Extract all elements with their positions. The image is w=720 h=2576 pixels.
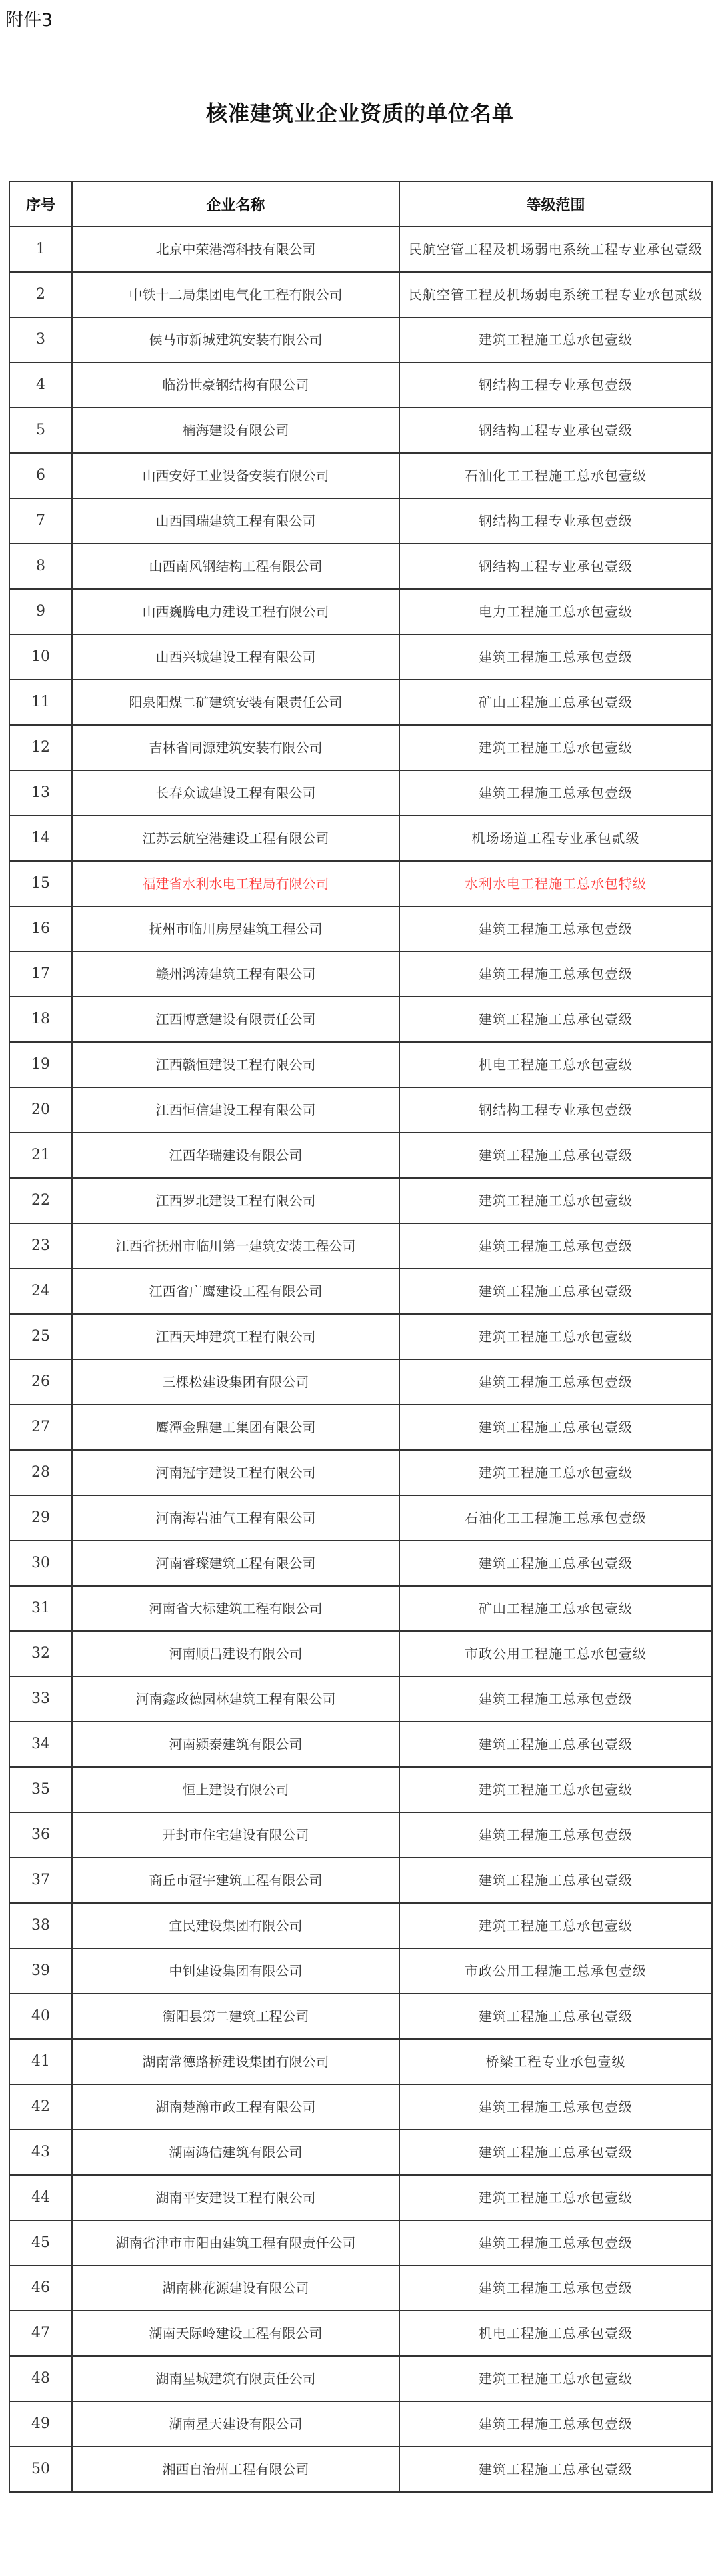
company-name: 湖南鸿信建筑有限公司 [72,2130,399,2175]
row-number: 16 [9,906,72,952]
qualification-scope: 机电工程施工总承包壹级 [399,2311,712,2356]
row-number: 10 [9,634,72,680]
company-name: 湖南平安建设工程有限公司 [72,2175,399,2220]
qualification-scope: 建筑工程施工总承包壹级 [399,2356,712,2401]
table-row [9,1223,712,1269]
table-row [9,2175,712,2220]
table-row [9,1812,712,1858]
row-number: 30 [9,1541,72,1586]
table-row [9,2130,712,2175]
row-number: 37 [9,1858,72,1903]
company-name: 江西省广鹰建设工程有限公司 [72,1269,399,1314]
row-number: 24 [9,1269,72,1314]
row-number: 35 [9,1767,72,1812]
qualification-scope: 民航空管工程及机场弱电系统工程专业承包贰级 [399,272,712,317]
company-name: 河南鑫政德园林建筑工程有限公司 [72,1676,399,1722]
qualification-scope: 机电工程施工总承包壹级 [399,1042,712,1087]
company-name: 抚州市临川房屋建筑工程公司 [72,906,399,952]
company-name: 福建省水利水电工程局有限公司 [72,861,399,906]
qualification-scope: 建筑工程施工总承包壹级 [399,2084,712,2130]
company-name: 湖南楚瀚市政工程有限公司 [72,2084,399,2130]
company-name: 江西罗北建设工程有限公司 [72,1178,399,1223]
qualification-scope: 建筑工程施工总承包壹级 [399,2447,712,2492]
table-row [9,1495,712,1541]
row-number: 8 [9,544,72,589]
table-row [9,1405,712,1450]
company-name: 河南省大标建筑工程有限公司 [72,1586,399,1631]
qualification-scope: 建筑工程施工总承包壹级 [399,997,712,1042]
qualification-scope: 建筑工程施工总承包壹级 [399,725,712,770]
table-row [9,544,712,589]
company-name: 山西国瑞建筑工程有限公司 [72,498,399,544]
company-name: 山西南风钢结构工程有限公司 [72,544,399,589]
qualification-scope: 建筑工程施工总承包壹级 [399,1676,712,1722]
qualification-scope: 市政公用工程施工总承包壹级 [399,1631,712,1676]
table-row [9,1314,712,1359]
row-number: 1 [9,227,72,272]
company-name: 山西巍腾电力建设工程有限公司 [72,589,399,634]
table-row [9,1586,712,1631]
qualification-scope: 建筑工程施工总承包壹级 [399,317,712,362]
attachment-label: 附件3 [5,10,53,31]
qualification-scope: 建筑工程施工总承包壹级 [399,1858,712,1903]
table-row [9,1676,712,1722]
row-number: 49 [9,2401,72,2447]
row-number: 45 [9,2220,72,2265]
qualification-scope: 建筑工程施工总承包壹级 [399,1223,712,1269]
company-name: 侯马市新城建筑安装有限公司 [72,317,399,362]
company-table [9,181,713,2493]
company-name: 河南颍泰建筑有限公司 [72,1722,399,1767]
qualification-scope: 建筑工程施工总承包壹级 [399,634,712,680]
row-number: 9 [9,589,72,634]
qualification-scope: 建筑工程施工总承包壹级 [399,1314,712,1359]
qualification-scope: 建筑工程施工总承包壹级 [399,1767,712,1812]
table-row [9,1722,712,1767]
company-name: 河南顺昌建设有限公司 [72,1631,399,1676]
row-number: 38 [9,1903,72,1948]
table-row [9,816,712,861]
table-row [9,362,712,408]
header-qualification-scope: 等级范围 [399,181,712,227]
header-no: 序号 [9,181,72,227]
header-company-name: 企业名称 [72,181,399,227]
row-number: 6 [9,453,72,498]
row-number: 44 [9,2175,72,2220]
company-name: 山西安好工业设备安装有限公司 [72,453,399,498]
company-name: 山西兴城建设工程有限公司 [72,634,399,680]
company-name: 中钊建设集团有限公司 [72,1948,399,1994]
table-row [9,1994,712,2039]
row-number: 31 [9,1586,72,1631]
company-name: 宜民建设集团有限公司 [72,1903,399,1948]
table-row [9,2220,712,2265]
qualification-scope: 矿山工程施工总承包壹级 [399,1586,712,1631]
row-number: 14 [9,816,72,861]
row-number: 23 [9,1223,72,1269]
row-number: 29 [9,1495,72,1541]
row-number: 26 [9,1359,72,1405]
company-name: 江苏云航空港建设工程有限公司 [72,816,399,861]
table-row [9,725,712,770]
company-name: 湘西自治州工程有限公司 [72,2447,399,2492]
table-header-row [9,181,712,227]
table-row [9,227,712,272]
company-name: 三棵松建设集团有限公司 [72,1359,399,1405]
qualification-scope: 矿山工程施工总承包壹级 [399,680,712,725]
table-row [9,634,712,680]
row-number: 25 [9,1314,72,1359]
qualification-scope: 钢结构工程专业承包壹级 [399,1087,712,1133]
company-name: 湖南桃花源建设有限公司 [72,2265,399,2311]
company-name: 江西华瑞建设有限公司 [72,1133,399,1178]
company-name: 商丘市冠宇建筑工程有限公司 [72,1858,399,1903]
row-number: 48 [9,2356,72,2401]
table-row [9,1269,712,1314]
qualification-scope: 建筑工程施工总承包壹级 [399,1903,712,1948]
row-number: 43 [9,2130,72,2175]
table-row [9,2447,712,2492]
qualification-scope: 石油化工工程施工总承包壹级 [399,453,712,498]
table-row [9,906,712,952]
table-row [9,1087,712,1133]
qualification-scope: 电力工程施工总承包壹级 [399,589,712,634]
table-row [9,2311,712,2356]
row-number: 34 [9,1722,72,1767]
table-row [9,2265,712,2311]
table-row [9,952,712,997]
qualification-scope: 建筑工程施工总承包壹级 [399,2175,712,2220]
table-row [9,272,712,317]
row-number: 12 [9,725,72,770]
qualification-scope: 水利水电工程施工总承包特级 [399,861,712,906]
table-row [9,1450,712,1495]
company-name: 江西博意建设有限责任公司 [72,997,399,1042]
qualification-scope: 建筑工程施工总承包壹级 [399,906,712,952]
company-name: 湖南星城建筑有限责任公司 [72,2356,399,2401]
company-name: 湖南天际岭建设工程有限公司 [72,2311,399,2356]
table-row [9,1178,712,1223]
company-name: 楠海建设有限公司 [72,408,399,453]
company-name: 湖南省津市市阳由建筑工程有限责任公司 [72,2220,399,2265]
table-row [9,1631,712,1676]
row-number: 17 [9,952,72,997]
row-number: 32 [9,1631,72,1676]
row-number: 50 [9,2447,72,2492]
row-number: 7 [9,498,72,544]
table-row [9,1903,712,1948]
table-row [9,453,712,498]
qualification-scope: 建筑工程施工总承包壹级 [399,952,712,997]
company-name: 河南冠宇建设工程有限公司 [72,1450,399,1495]
company-name: 临汾世豪钢结构有限公司 [72,362,399,408]
qualification-scope: 钢结构工程专业承包壹级 [399,498,712,544]
row-number: 33 [9,1676,72,1722]
table-row [9,680,712,725]
qualification-scope: 钢结构工程专业承包壹级 [399,408,712,453]
company-name: 赣州鸿涛建筑工程有限公司 [72,952,399,997]
company-name: 中铁十二局集团电气化工程有限公司 [72,272,399,317]
company-name: 北京中荣港湾科技有限公司 [72,227,399,272]
row-number: 40 [9,1994,72,2039]
qualification-scope: 建筑工程施工总承包壹级 [399,1722,712,1767]
company-name: 衡阳县第二建筑工程公司 [72,1994,399,2039]
table-row [9,1359,712,1405]
qualification-scope: 建筑工程施工总承包壹级 [399,1269,712,1314]
table-row [9,770,712,816]
company-name: 江西赣恒建设工程有限公司 [72,1042,399,1087]
table-row [9,1541,712,1586]
row-number: 46 [9,2265,72,2311]
company-name: 鹰潭金鼎建工集团有限公司 [72,1405,399,1450]
row-number: 28 [9,1450,72,1495]
row-number: 19 [9,1042,72,1087]
company-name: 吉林省同源建筑安装有限公司 [72,725,399,770]
qualification-scope: 建筑工程施工总承包壹级 [399,1359,712,1405]
qualification-scope: 建筑工程施工总承包壹级 [399,1812,712,1858]
table-row [9,1133,712,1178]
qualification-scope: 机场场道工程专业承包贰级 [399,816,712,861]
row-number: 5 [9,408,72,453]
qualification-scope: 建筑工程施工总承包壹级 [399,1541,712,1586]
table-row [9,589,712,634]
company-name: 开封市住宅建设有限公司 [72,1812,399,1858]
table-row [9,1858,712,1903]
table-row [9,997,712,1042]
table-row [9,1042,712,1087]
table-row [9,498,712,544]
company-name: 湖南星天建设有限公司 [72,2401,399,2447]
row-number: 42 [9,2084,72,2130]
company-name: 江西天坤建筑工程有限公司 [72,1314,399,1359]
table-row [9,317,712,362]
company-name: 阳泉阳煤二矿建筑安装有限责任公司 [72,680,399,725]
row-number: 27 [9,1405,72,1450]
table-row [9,2084,712,2130]
table-row [9,2401,712,2447]
qualification-scope: 建筑工程施工总承包壹级 [399,1133,712,1178]
row-number: 2 [9,272,72,317]
qualification-scope: 建筑工程施工总承包壹级 [399,2401,712,2447]
qualification-scope: 桥梁工程专业承包壹级 [399,2039,712,2084]
qualification-scope: 民航空管工程及机场弱电系统工程专业承包壹级 [399,227,712,272]
row-number: 47 [9,2311,72,2356]
table-row [9,2356,712,2401]
row-number: 3 [9,317,72,362]
row-number: 21 [9,1133,72,1178]
qualification-scope: 建筑工程施工总承包壹级 [399,2220,712,2265]
row-number: 18 [9,997,72,1042]
company-name: 江西省抚州市临川第一建筑安装工程公司 [72,1223,399,1269]
qualification-scope: 建筑工程施工总承包壹级 [399,2130,712,2175]
row-number: 11 [9,680,72,725]
qualification-scope: 建筑工程施工总承包壹级 [399,1994,712,2039]
qualification-scope: 钢结构工程专业承包壹级 [399,544,712,589]
qualification-scope: 建筑工程施工总承包壹级 [399,2265,712,2311]
table-row [9,408,712,453]
row-number: 41 [9,2039,72,2084]
row-number: 22 [9,1178,72,1223]
row-number: 39 [9,1948,72,1994]
qualification-scope: 建筑工程施工总承包壹级 [399,1450,712,1495]
company-name: 河南海岩油气工程有限公司 [72,1495,399,1541]
company-name: 长春众诚建设工程有限公司 [72,770,399,816]
qualification-scope: 钢结构工程专业承包壹级 [399,362,712,408]
table-row [9,2039,712,2084]
company-name: 湖南常德路桥建设集团有限公司 [72,2039,399,2084]
qualification-scope: 市政公用工程施工总承包壹级 [399,1948,712,1994]
row-number: 36 [9,1812,72,1858]
qualification-scope: 建筑工程施工总承包壹级 [399,1405,712,1450]
row-number: 13 [9,770,72,816]
row-number: 4 [9,362,72,408]
qualification-scope: 建筑工程施工总承包壹级 [399,1178,712,1223]
qualification-scope: 石油化工工程施工总承包壹级 [399,1495,712,1541]
row-number: 15 [9,861,72,906]
company-name: 河南睿璨建筑工程有限公司 [72,1541,399,1586]
qualification-scope: 建筑工程施工总承包壹级 [399,770,712,816]
table-row [9,861,712,906]
page-title: 核准建筑业企业资质的单位名单 [205,101,514,126]
table-body [9,227,712,2492]
row-number: 20 [9,1087,72,1133]
table-row [9,1948,712,1994]
company-name: 江西恒信建设工程有限公司 [72,1087,399,1133]
company-name: 恒上建设有限公司 [72,1767,399,1812]
table-row [9,1767,712,1812]
